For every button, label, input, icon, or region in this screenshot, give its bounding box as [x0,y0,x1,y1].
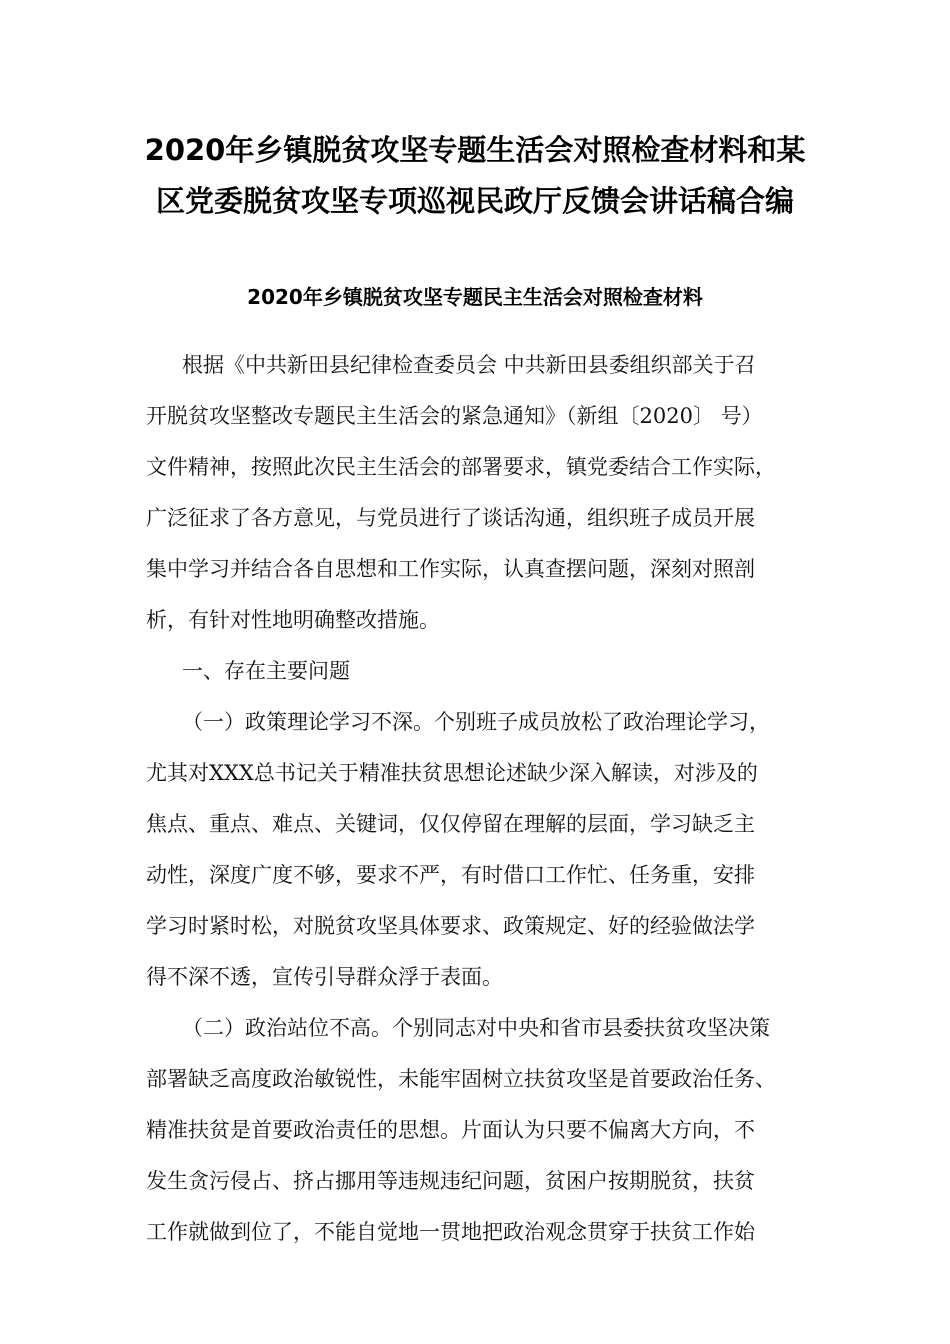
paragraph-item-2 [146,1003,826,1258]
text-line: 发生贪污侵占、挤占挪用等违规违纪问题，贫困户按期脱贫，扶贫 [146,1169,755,1193]
section-title: 2020年乡镇脱贫攻坚专题民主生活会对照检查材料 [247,285,703,309]
section-heading [146,646,826,697]
text-line: 得不深不透，宣传引导群众浮于表面。 [146,965,503,989]
document-body [146,340,826,1258]
document-title-line-2: 区党委脱贫攻坚专项巡视民政厅反馈会讲话稿合编 [155,184,794,218]
text-line: （一）政策理论学习不深。个别班子成员放松了政治理论学习， [182,710,770,734]
text-line: 尤其对XXX总书记关于精准扶贫思想论述缺少深入解读，对涉及的 [146,761,758,785]
text-line: 部署缺乏高度政治敏锐性，未能牢固树立扶贫攻坚是首要政治任务、 [146,1067,776,1091]
text-line: 文件精神，按照此次民主生活会的部署要求，镇党委结合工作实际， [146,455,776,479]
text-line: 一、存在主要问题 [182,659,350,683]
text-line: 集中学习并结合各自思想和工作实际，认真查摆问题，深刻对照剖 [146,557,755,581]
text-line: 开脱贫攻坚整改专题民主生活会的紧急通知》（新组〔2020〕 号） [146,404,763,428]
paragraph-intro [146,340,826,646]
text-line: 析，有针对性地明确整改措施。 [146,608,440,632]
text-line: 学习时紧时松，对脱贫攻坚具体要求、政策规定、好的经验做法学 [146,914,755,938]
text-line: 广泛征求了各方意见，与党员进行了谈话沟通，组织班子成员开展 [146,506,755,530]
text-line: 动性，深度广度不够，要求不严，有时借口工作忙、任务重，安排 [146,863,755,887]
text-line: 根据《中共新田县纪律检查委员会 中共新田县委组织部关于召 [182,353,756,377]
document-title-line-1: 2020年乡镇脱贫攻坚专题生活会对照检查材料和某 [144,133,806,167]
text-line: 精准扶贫是首要政治责任的思想。片面认为只要不偏离大方向，不 [146,1118,755,1142]
text-line: 焦点、重点、难点、关键词，仅仅停留在理解的层面，学习缺乏主 [146,812,755,836]
paragraph-item-1 [146,697,826,1003]
text-line: 工作就做到位了，不能自觉地一贯地把政治观念贯穿于扶贫工作始 [146,1220,755,1244]
text-line: （二）政治站位不高。个别同志对中央和省市县委扶贫攻坚决策 [182,1016,770,1040]
